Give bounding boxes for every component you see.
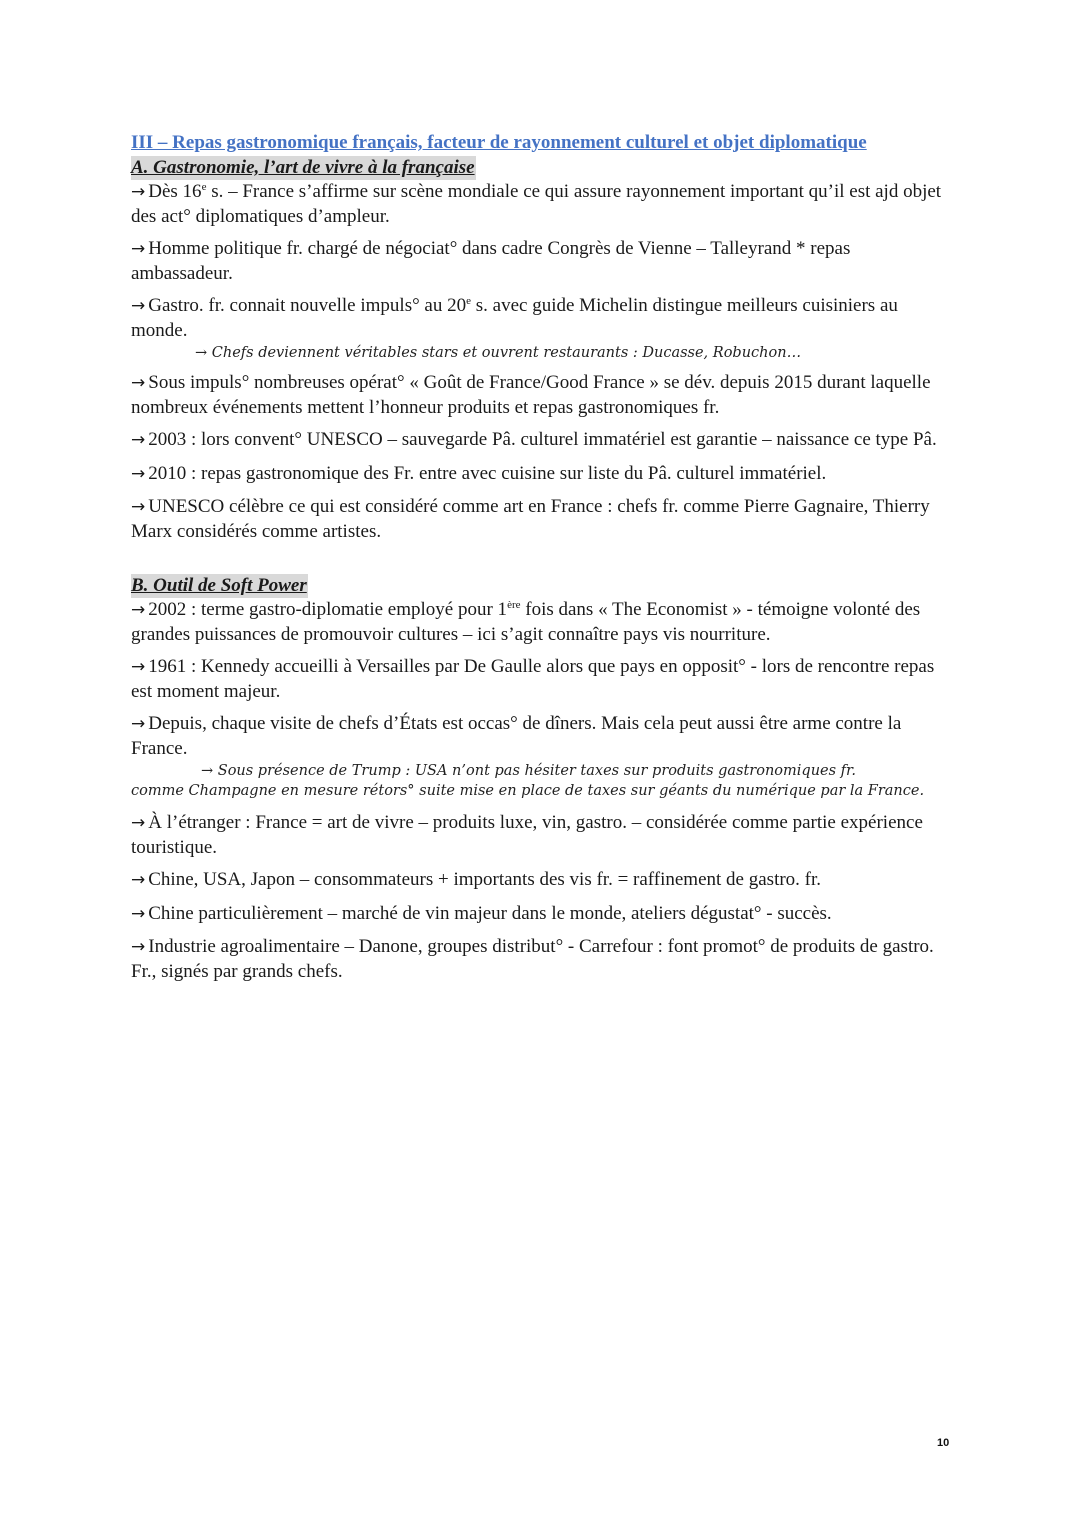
arrow-icon: → [131,463,146,484]
section-b-bullet-3: → Depuis, chaque visite de chefs d’États est occas° de dîners. Mais cela peut aussi être arme contre la France. [131,713,902,759]
section-a-bullet-5: → 2003 : lors convent° UNESCO – sauvegarde Pâ. culturel immatériel est garantie – naissance ce type Pâ. [131,429,937,450]
arrow-icon: → [131,296,146,316]
arrow-icon: → [131,430,146,450]
section-a-bullet-7: → UNESCO célèbre ce qui est considéré comme art en France : chefs fr. comme Pierre Gagnaire, Thierry Marx considérés comme artistes. [131,496,930,542]
section-b-bullet-1: → 2002 : terme gastro-diplomatie employé pour 1ère fois dans « The Economist » - témoigne volonté des grandes puissances de promouvoir cultures – ici s’agit connaître pays vis nourriture. [131,599,921,645]
arrow-icon: → [131,714,146,734]
arrow-icon: → [131,182,146,202]
section-b-bullet-2: → 1961 : Kennedy accueilli à Versailles par De Gaulle alors que pays en opposit° - lors de rencontre repas est moment majeur. [131,656,935,702]
arrow-icon: → [131,600,146,620]
section-spacer [131,552,951,570]
section-a-bullet-1: → Dès 16e s. – France s’affirme sur scène mondiale ce qui assure rayonnement important qu’il est ajd objet des act° diplomatiques d’ampleur. [131,181,942,227]
handwritten-note-chefs: → Chefs deviennent véritables stars et ouvrent restaurants : Ducasse, Robuchon… [195,345,802,361]
section-b-heading: B. Outil de Soft Power [131,575,307,596]
section-a-bullet-6: → 2010 : repas gastronomique des Fr. entre avec cuisine sur liste du Pâ. culturel immatériel. [131,462,827,484]
arrow-icon: → [131,870,146,890]
section-b-bullet-4: → À l’étranger : France = art de vivre – produits luxe, vin, gastro. – considérée comme partie expérience touristique. [131,812,923,858]
section-b-bullet-7: → Industrie agroalimentaire – Danone, groupes distribut° - Carrefour : font promot° de produits de gastro. Fr., signés par grands chefs. [131,936,934,982]
section-a-heading: A. Gastronomie, l’art de vivre à la française [131,157,475,178]
section-a-bullet-2: → Homme politique fr. chargé de négociat° dans cadre Congrès de Vienne – Talleyrand * repas ambassadeur. [131,238,851,284]
chapter-title: III – Repas gastronomique français, facteur de rayonnement culturel et objet diplomatique [131,132,867,153]
handwritten-note-trump: → Sous présence de Trump : USA n’ont pas hésiter taxes sur produits gastronomiques fr. comme Champagne en mesure rétors° suite mise en place de taxes sur géants du numérique par la France. [131,763,925,799]
section-b-bullet-6: → Chine particulièrement – marché de vin majeur dans le monde, ateliers dégustat° - succès. [131,902,832,924]
document-page [131,130,951,992]
arrow-icon: → [131,497,146,517]
section-a-bullet-3: → Gastro. fr. connait nouvelle impuls° au 20e s. avec guide Michelin distingue meilleurs cuisiniers au monde. [131,295,898,341]
section-b-bullet-5: → Chine, USA, Japon – consommateurs + importants des vis fr. = raffinement de gastro. fr. [131,869,822,890]
arrow-icon: → [131,239,146,259]
arrow-icon: → [131,813,146,833]
arrow-icon: → [131,937,146,957]
section-a-bullet-4: → Sous impuls° nombreuses opérat° « Goût de France/Good France » se dév. depuis 2015 durant laquelle nombreux événements mettent l’honneur produits et repas gastronomiques fr. [131,372,931,418]
arrow-icon: → [131,657,146,677]
arrow-icon: → [131,373,146,393]
arrow-icon: → [131,903,146,924]
page-number: 10 [937,1437,950,1449]
